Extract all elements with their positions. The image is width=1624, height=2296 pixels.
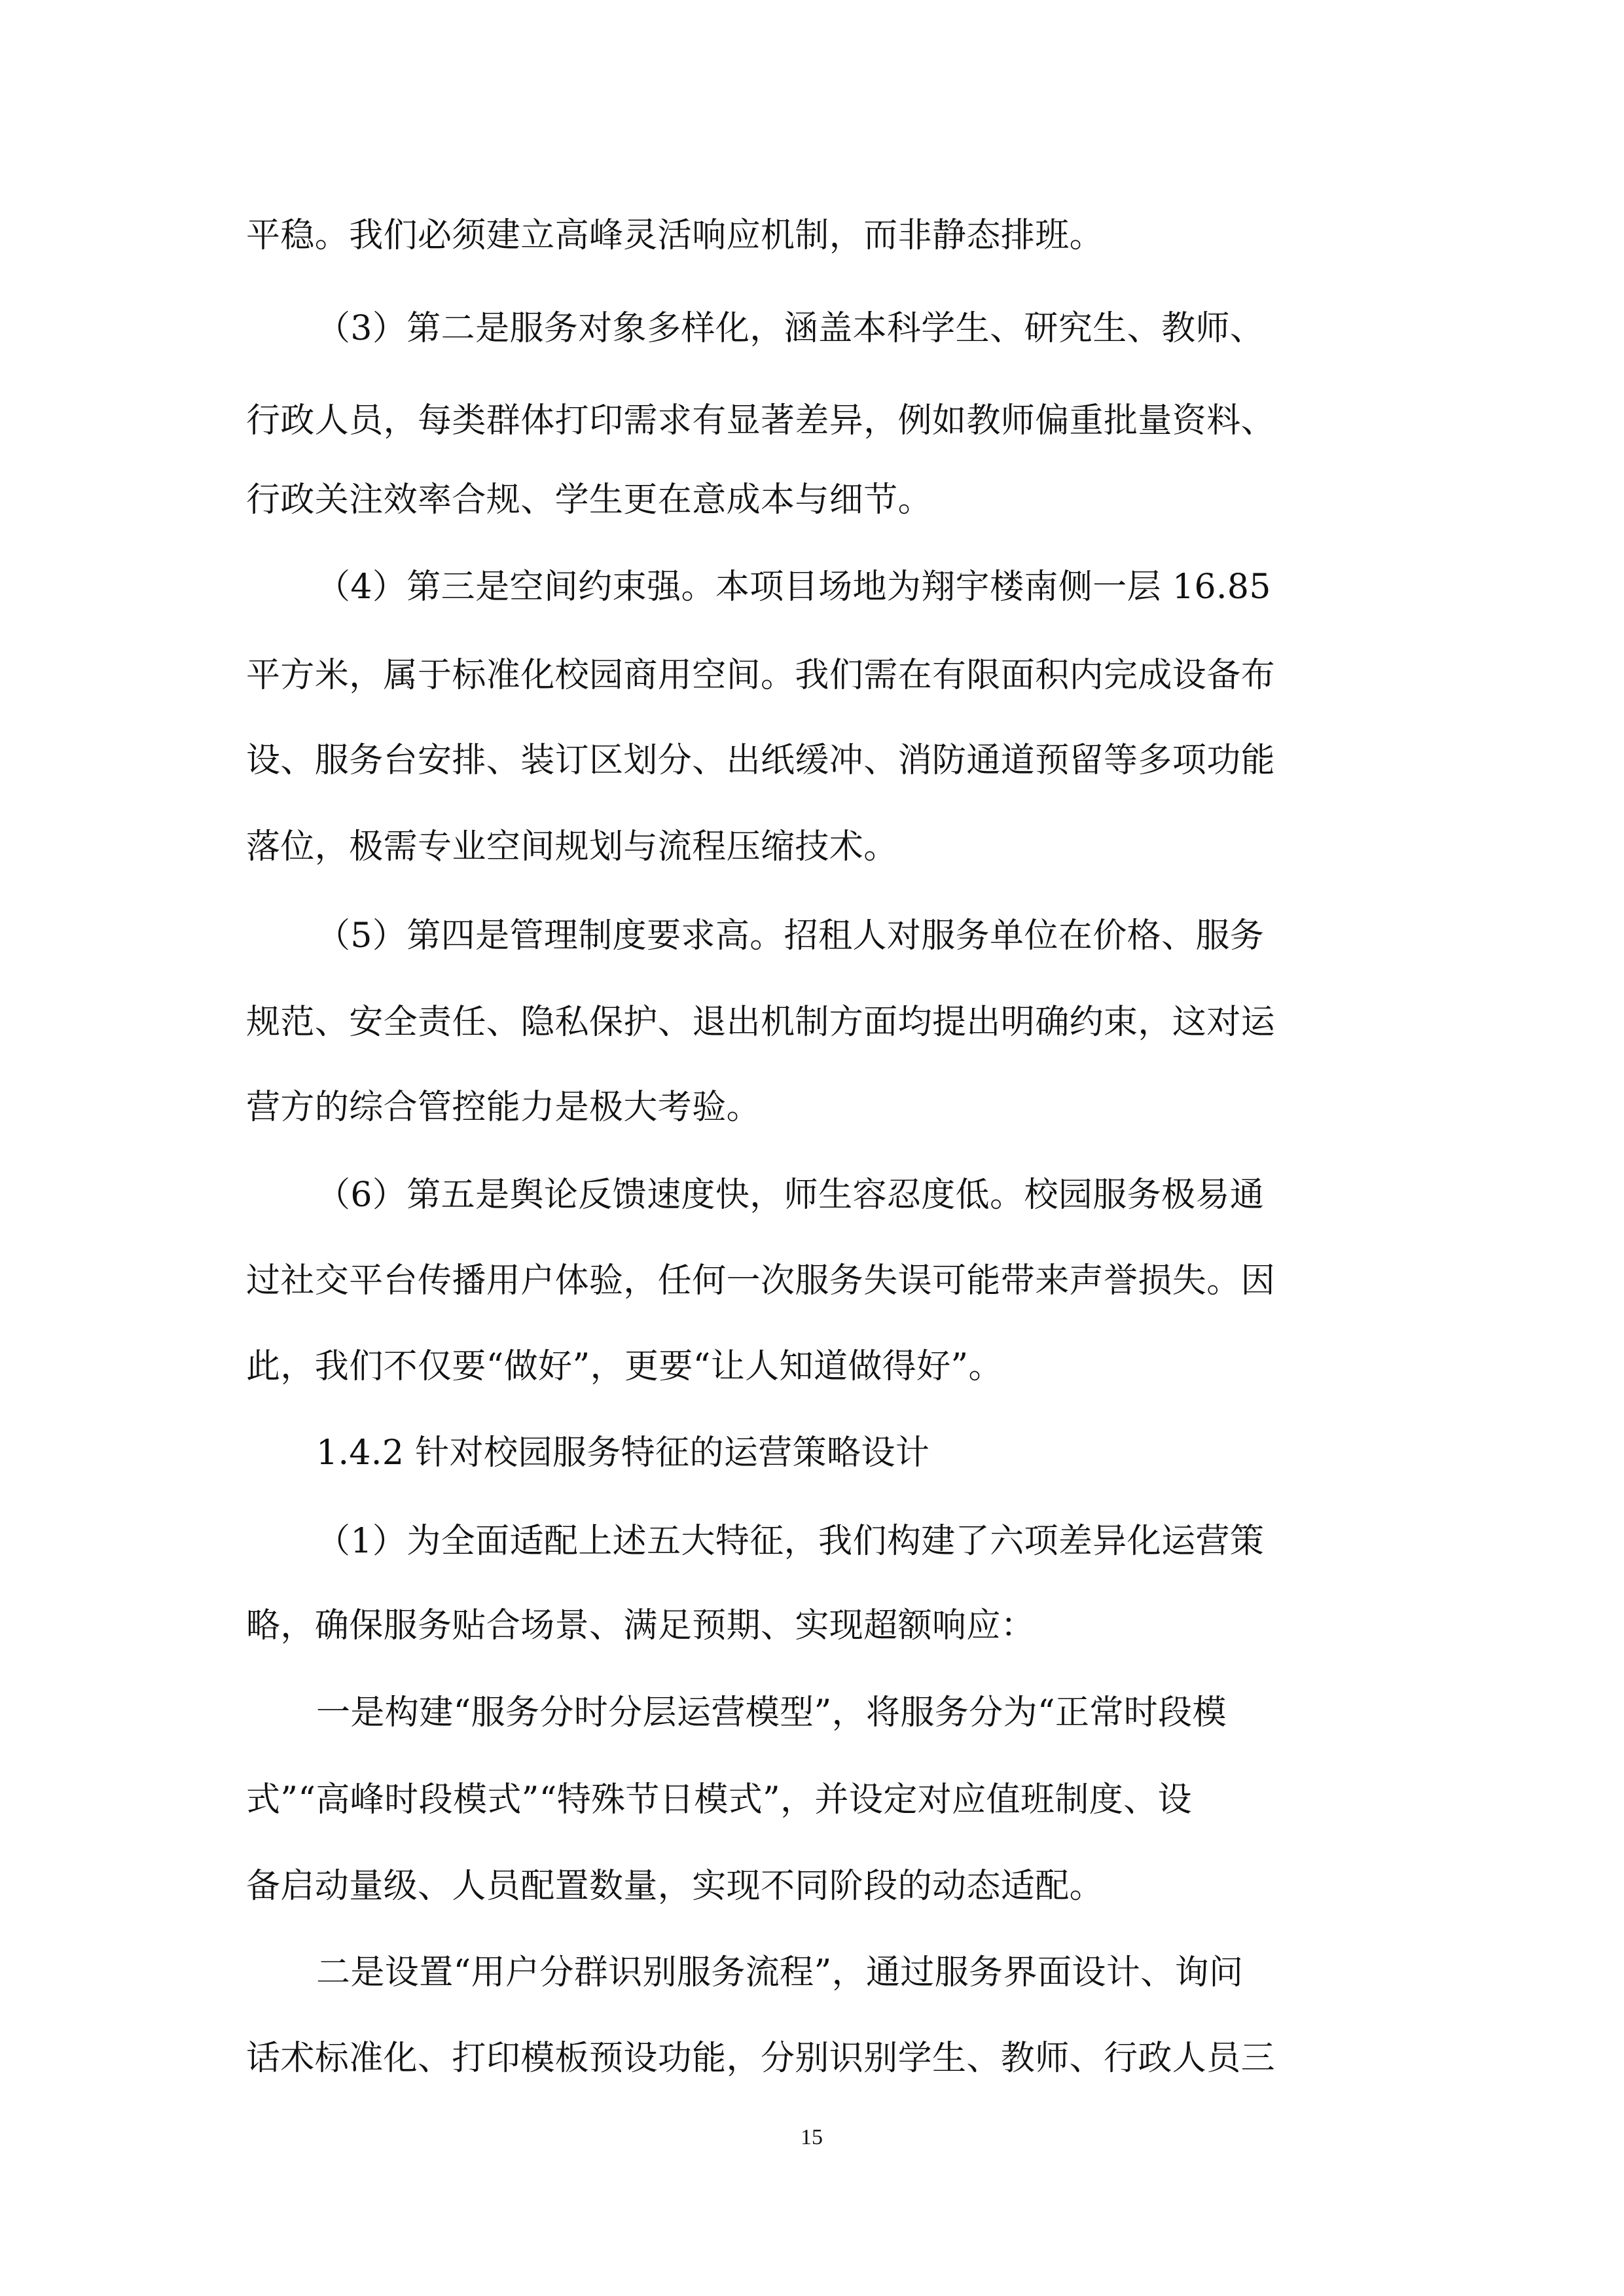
text-line: 略，确保服务贴合场景、满足预期、实现超额响应： xyxy=(246,1606,1036,1645)
text-line: 备启动量级、人员配置数量，实现不同阶段的动态适配。 xyxy=(246,1867,1104,1906)
strategy-2-start: 二是设置“用户分群识别服务流程”，通过服务界面设计、询问 xyxy=(316,1953,1244,1992)
text-line: 平稳。我们必须建立高峰灵活响应机制，而非静态排班。 xyxy=(246,216,1104,255)
text-line: 行政关注效率合规、学生更在意成本与细节。 xyxy=(246,480,933,520)
text-line: 话术标准化、打印模板预设功能，分别识别学生、教师、行政人员三 xyxy=(246,2039,1276,2078)
paragraph-1-start: （1）为全面适配上述五大特征，我们构建了六项差异化运营策 xyxy=(316,1522,1265,1561)
section-heading-1-4-2: 1.4.2 针对校园服务特征的运营策略设计 xyxy=(316,1433,930,1473)
text-line: 落位，极需专业空间规划与流程压缩技术。 xyxy=(246,827,898,867)
paragraph-4-start: （4）第三是空间约束强。本项目场地为翔宇楼南侧一层 16.85 xyxy=(316,567,1271,607)
page-number: 15 xyxy=(801,2125,823,2149)
text-line: 设、服务台安排、装订区划分、出纸缓冲、消防通道预留等多项功能 xyxy=(246,741,1276,780)
text-line: 营方的综合管控能力是极大考验。 xyxy=(246,1088,761,1127)
text-line: 行政人员，每类群体打印需求有显著差异，例如教师偏重批量资料、 xyxy=(246,401,1276,440)
text-line: 式”“高峰时段模式”“特殊节日模式”，并设定对应值班制度、设 xyxy=(246,1780,1192,1820)
paragraph-3-start: （3）第二是服务对象多样化，涵盖本科学生、研究生、教师、 xyxy=(316,309,1265,348)
text-line: 平方米，属于标准化校园商用空间。我们需在有限面积内完成设备布 xyxy=(246,656,1276,695)
text-line: 此，我们不仅要“做好”，更要“让人知道做得好”。 xyxy=(246,1347,1003,1386)
strategy-1-start: 一是构建“服务分时分层运营模型”，将服务分为“正常时段模 xyxy=(316,1693,1227,1732)
paragraph-6-start: （6）第五是舆论反馈速度快，师生容忍度低。校园服务极易通 xyxy=(316,1175,1265,1215)
text-line: 规范、安全责任、隐私保护、退出机制方面均提出明确约束，这对运 xyxy=(246,1003,1276,1042)
paragraph-5-start: （5）第四是管理制度要求高。招租人对服务单位在价格、服务 xyxy=(316,916,1265,956)
text-line: 过社交平台传播用户体验，任何一次服务失误可能带来声誉损失。因 xyxy=(246,1261,1276,1300)
